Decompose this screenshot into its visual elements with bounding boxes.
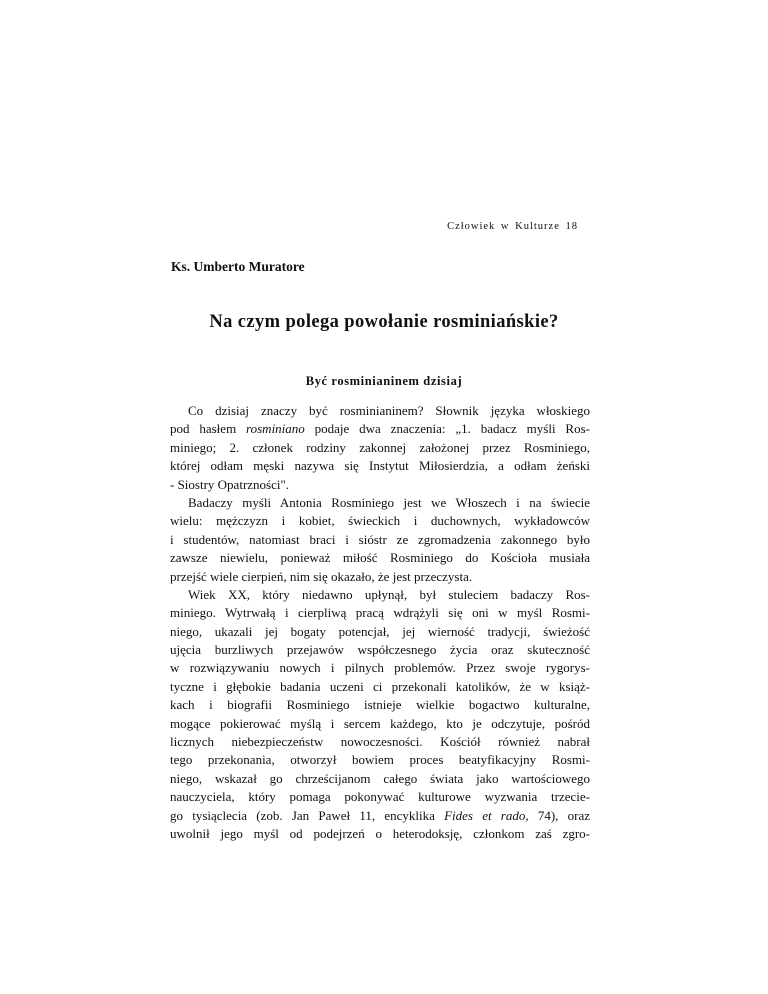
body-line <box>170 788 590 806</box>
body-text-segment: miniego; 2. członek rodziny zakonnej założonej przez Rosminiego, <box>170 439 590 455</box>
body-text-segment: niego, ukazali jej bogaty potencjał, jej wierność tradycji, świeżość <box>170 623 590 639</box>
body-line <box>170 659 590 677</box>
body-line <box>170 751 590 769</box>
body-text-segment: Wiek XX, który niedawno upłynął, był stuleciem badaczy Ros- <box>188 586 590 602</box>
body-text-segment: miniego. Wytrwałą i cierpliwą pracą wdrążyli się oni w myśl Rosmi- <box>170 605 590 621</box>
body-text-segment: licznych niebezpieczeństw nowoczesności. Kościół również nabrał <box>170 734 590 750</box>
body-text-segment: pod hasłem <box>170 421 247 437</box>
body-line <box>170 825 590 843</box>
body-line <box>170 439 590 457</box>
body-text-segment: tego przekonania, otworzył bowiem proces beatyfikacyjny Rosmi- <box>170 752 590 768</box>
body-line <box>170 623 590 641</box>
body-line <box>170 402 590 420</box>
body-line <box>170 476 590 494</box>
body-line <box>170 531 590 549</box>
body-text-segment: Badaczy myśli Antonia Rosminiego jest we Włoszech i na świecie <box>188 494 590 510</box>
italic-term: Fides et rado, <box>444 807 529 823</box>
body-line <box>170 457 590 475</box>
body-text-segment: przejść wiele cierpień, nim się okazało, że jest przeczysta. <box>170 568 473 584</box>
body-line <box>170 568 590 586</box>
body-line <box>170 696 590 714</box>
body-line <box>170 715 590 733</box>
body-line <box>170 807 590 825</box>
body-text-segment: podaje dwa znaczenia: „1. badacz myśli Ros- <box>304 421 590 437</box>
body-text-segment: uwolnił jego myśl od podejrzeń o heterodoksję, członkom zaś zgro- <box>170 825 590 841</box>
body-text-segment: nauczyciela, który pomaga pokonywać kulturowe wyzwania trzecie- <box>170 789 590 805</box>
article-author: Ks. Umberto Muratore <box>171 259 305 274</box>
article-body <box>170 402 590 843</box>
body-text-segment: w rozwiązywaniu nowych i pilnych problemów. Przez swoje rygorys- <box>170 660 590 676</box>
section-heading: Być rosminianinem dzisiaj <box>305 374 463 388</box>
body-line <box>170 549 590 567</box>
body-line <box>170 678 590 696</box>
body-text-segment: kach i biografii Rosminiego istnieje wielkie bogactwo kulturalne, <box>170 697 590 713</box>
body-text-segment: ujęcia burzliwych przejawów współczesnego życia oraz skuteczność <box>170 642 590 658</box>
body-line <box>170 494 590 512</box>
body-line <box>170 770 590 788</box>
running-header: Człowiek w Kulturze 18 <box>447 221 578 232</box>
body-text-segment: - Siostry Opatrzności". <box>170 476 290 492</box>
body-text-segment: niego, wskazał go chrześcijanom całego świata jako wartościowego <box>170 770 590 786</box>
body-text-segment: 74), oraz <box>528 807 590 823</box>
body-line <box>170 641 590 659</box>
body-text-segment: mogące pokierować myślą i sercem każdego, kto je odczytuje, pośród <box>170 715 590 731</box>
article-title: Na czym polega powołanie rosminiańskie? <box>209 312 559 332</box>
body-line <box>170 604 590 622</box>
body-text-segment: Co dzisiaj znaczy być rosminianinem? Słownik języka włoskiego <box>188 403 590 418</box>
body-text-segment: zawsze niewielu, ponieważ miłość Rosminiego do Kościoła musiała <box>170 550 590 566</box>
body-line <box>170 586 590 604</box>
body-line <box>170 733 590 751</box>
body-text-segment: i studentów, natomiast braci i sióstr ze zgromadzenia zakonnego było <box>170 531 590 547</box>
body-line <box>170 420 590 438</box>
body-text-segment: której odłam męski nazywa się Instytut Miłosierdzia, a odłam żeński <box>170 458 590 474</box>
italic-term: rosminiano <box>246 421 305 437</box>
body-line <box>170 512 590 530</box>
body-text-segment: wielu: mężczyzn i kobiet, świeckich i duchownych, wykładowców <box>170 513 590 529</box>
body-text-segment: go tysiąclecia (zob. Jan Paweł 11, encyklika <box>170 807 445 823</box>
body-text-segment: tyczne i głębokie badania uczeni ci przekonali katolików, że w książ- <box>170 678 590 694</box>
